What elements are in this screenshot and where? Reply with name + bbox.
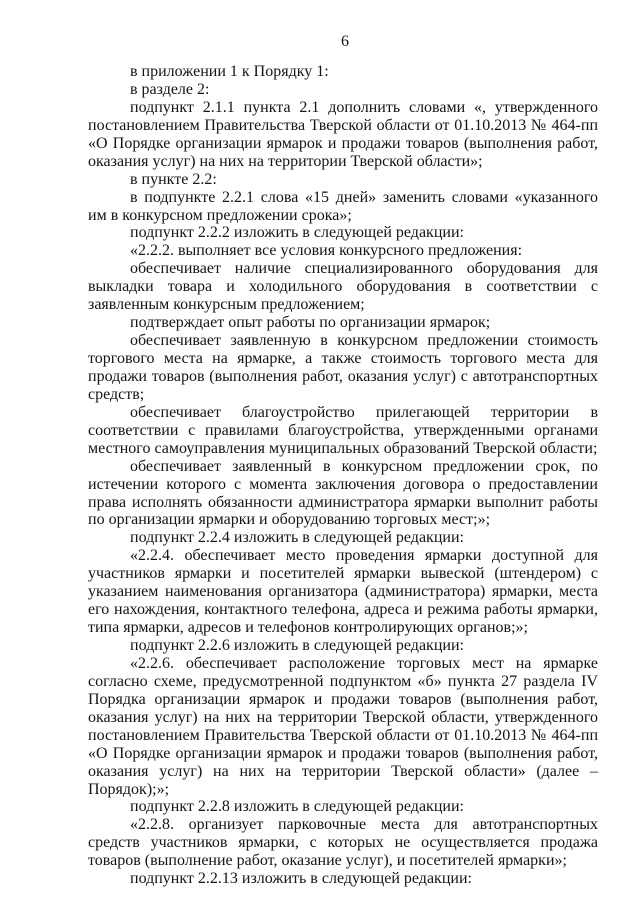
paragraph: подпункт 2.2.6 изложить в следующей редакции: [130,637,464,654]
paragraph: подтверждает опыт работы по организации ярмарок; [130,314,491,332]
paragraph: обеспечивает наличие специализированного оборудования для выкладки товара и холодильного оборудования в соответствии с заявленным конкурсным предложением; [88,260,598,314]
paragraph: «2.2.8. организует парковочные места для автотранспортных средств участников ярмарки, с которых не осуществляется продажа товаров (выполнение работ, оказание услуг), и посетителей ярмарки»; [88,816,598,870]
paragraph: подпункт 2.2.8 изложить в следующей редакции: [130,798,464,816]
paragraph: в пункте 2.2: [130,170,217,188]
paragraph: обеспечивает благоустройство прилегающей территории в соответствии с правилами благоустройства, утвержденными органами местного самоуправления муниципальных образований Тверской области; [88,403,598,457]
paragraph: обеспечивает заявленную в конкурсном предложении стоимость торгового места на ярмарке, а также стоимость торгового места для продажи товаров (выполнения работ, оказания услуг) с автотранспортных средств; [88,332,598,403]
paragraph: подпункт 2.2.13 изложить в следующей редакции: [130,870,472,888]
paragraph: «2.2.2. выполняет все условия конкурсного предложения: [130,242,523,260]
document-body [88,63,598,888]
paragraph: «2.2.4. обеспечивает место проведения ярмарки доступной для участников ярмарки и посетителей ярмарки вывеской (штендером) с указанием наименования организатора (администратора) ярмарки, места его нахождения, контактного телефона, адреса и режима работы ярмарки, типа ярмарки, адресов и телефонов контролирующих органов;»; [88,547,598,637]
paragraph: подпункт 2.2.2 изложить в следующей редакции: [130,224,464,242]
paragraph: в приложении 1 к Порядку 1: [130,63,329,80]
paragraph: подпункт 2.1.1 пункта 2.1 дополнить словами «, утвержденного постановлением Правительства Тверской области от 01.10.2013 № 464-пп «О Порядке организации ярмарок и продажи товаров (выполнения работ, оказания услуг) на них на территории Тверской области»; [88,98,598,170]
paragraph: подпункт 2.2.4 изложить в следующей редакции: [130,529,464,547]
paragraph: в подпункте 2.2.1 слова «15 дней» заменить словами «указанного им в конкурсном предложении срока»; [88,188,598,224]
paragraph: обеспечивает заявленный в конкурсном предложении срок, по истечении которого с момента заключения договора о предоставлении права исполнять обязанности администратора ярмарки выполнит работы по организации ярмарки и оборудованию торговых мест;»; [88,457,598,529]
paragraph: «2.2.6. обеспечивает расположение торговых мест на ярмарке согласно схеме, предусмотренной подпунктом «б» пункта 27 раздела IV Порядка организации ярмарок и продажи товаров (выполнения работ, оказания услуг) на них на территории Тверской области, утвержденного постановлением Правительства Тверской области от 01.10.2013 № 464-пп «О Порядке организации ярмарок и продажи товаров (выполнения работ, оказания услуг) на них на территории Тверской области» (далее – Порядок);»; [88,654,598,798]
page-number: 6 [341,33,349,50]
paragraph: в разделе 2: [130,80,210,98]
